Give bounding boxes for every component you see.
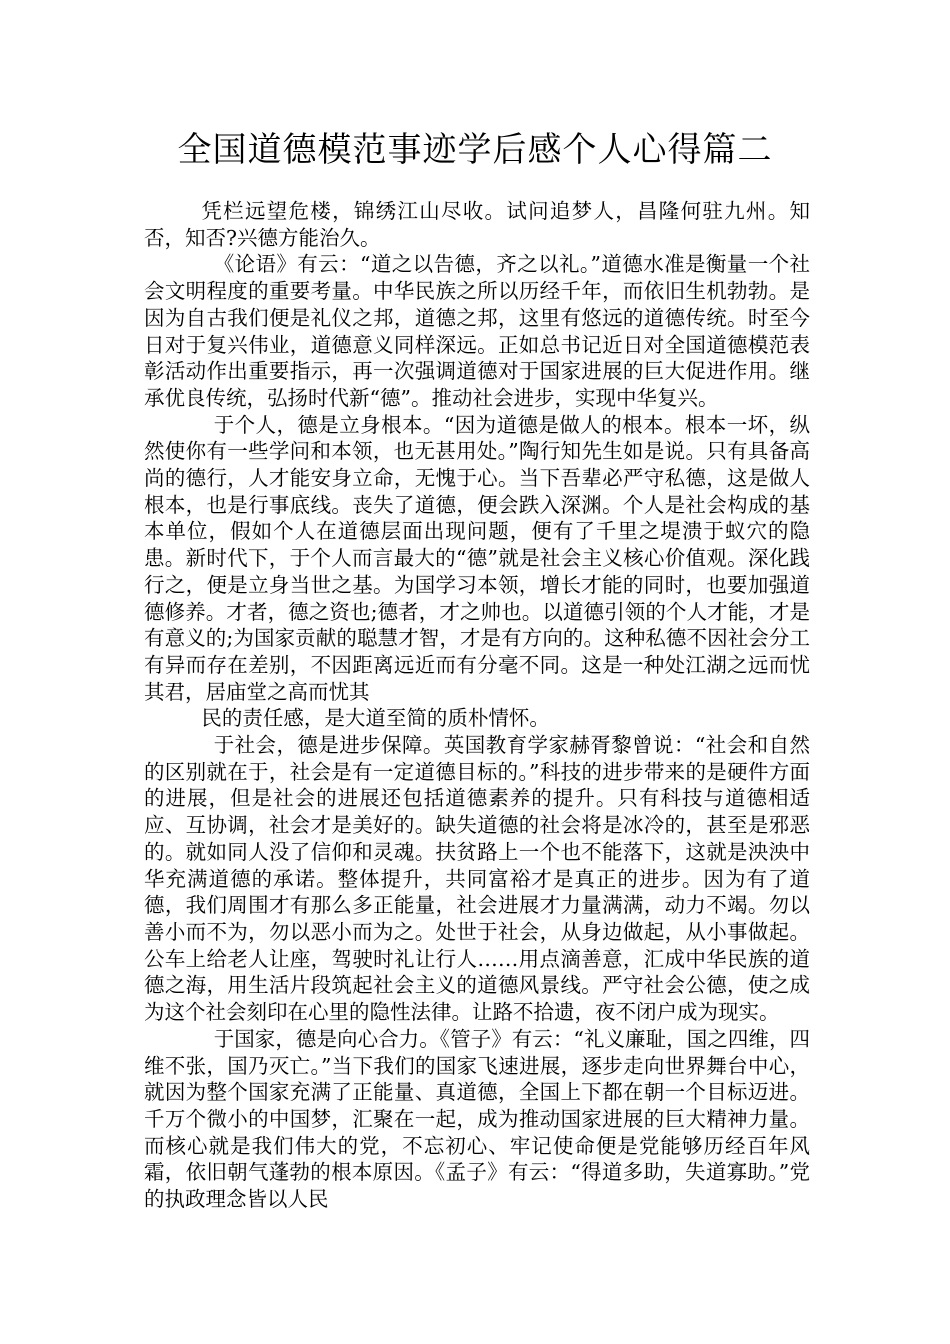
paragraph-society: 于社会，德是进步保障。英国教育学家赫胥黎曾说：“社会和自然的区别就在于，社会是有一定道德目标的。”科技的进步带来的是硬件方面的进展，但是社会的进展还包括道德素养的提升。只有科技与道德相适应、互协调，社会才是美好的。缺失道德的社会将是冰冷的，甚至是邪恶的。就如同人没了信仰和灵魂。扶贫路上一个也不能落下，这就是泱泱中华充满道德的承诺。整体提升，共同富裕才是真正的进步。因为有了道德，我们周围才有那么多正能量，社会进展才力量满满，动力不竭。勿以善小而不为，勿以恶小而为之。处世于社会，从身边做起，从小事做起。公车上给老人让座，驾驶时礼让行人……用点滴善意，汇成中华民族的道德之海，用生活片段筑起社会主义的道德风景线。严守社会公德，使之成为这个社会刻印在心里的隐性法律。让路不拾遗，夜不闭户成为现实。 xyxy=(144,733,810,1025)
paragraph-individual-continued: 民的责任感，是大道至简的质朴情怀。 xyxy=(201,706,550,731)
document-body xyxy=(144,198,810,1213)
paragraph-nation: 于国家，德是向心合力。《管子》有云：“礼义廉耻，国之四维，四维不张，国乃灭亡。”当下我们的国家飞速进展，逐步走向世界舞台中心，就因为整个国家充满了正能量、真道德，全国上下都在朝一个目标迈进。千万个微小的中国梦，汇聚在一起，成为推动国家进展的巨大精神力量。而核心就是我们伟大的党，不忘初心、牢记使命便是党能够历经百年风霜，依旧朝气蓬勃的根本原因。《孟子》有云：“得道多助，失道寡助。”党的执政理念皆以人民 xyxy=(144,1026,810,1212)
paragraph-intro-poem: 凭栏远望危楼，锦绣江山尽收。试问追梦人，昌隆何驻九州。知否，知否?兴德方能治久。 xyxy=(144,199,810,250)
paragraph-individual: 于个人，德是立身根本。“因为道德是做人的根本。根本一坏，纵然使你有一些学问和本领，也无甚用处。”陶行知先生如是说。只有具备高尚的德行，人才能安身立命，无愧于心。当下吾辈必严守私德，这是做人根本，也是行事底线。丧失了道德，便会跌入深渊。个人是社会构成的基本单位，假如个人在道德层面出现问题，便有了千里之堤溃于蚁穴的隐患。新时代下，于个人而言最大的“德”就是社会主义核心价值观。深化践行之，便是立身当世之基。为国学习本领，增长才能的同时，也要加强道德修养。才者，德之资也;德者，才之帅也。以道德引领的个人才能，才是有意义的;为国家贡献的聪慧才智，才是有方向的。这种私德不因社会分工有异而存在差别，不因距离远近而有分毫不同。这是一种处江湖之远而忧其君，居庙堂之高而忧其 xyxy=(144,412,810,704)
document-title: 全国道德模范事迹学后感个人心得篇二 xyxy=(177,130,773,170)
paragraph-lunyu: 《论语》有云：“道之以告德，齐之以礼。”道德水准是衡量一个社会文明程度的重要考量。中华民族之所以历经千年，而依旧生机勃勃。是因为自古我们便是礼仪之邦，道德之邦，这里有悠远的道德传统。时至今日对于复兴伟业，道德意义同样深远。正如总书记近日对全国道德模范表彰活动作出重要指示，再一次强调道德对于国家进展的巨大促进作用。继承优良传统，弘扬时代新“德”。推动社会进步，实现中华复兴。 xyxy=(144,252,810,410)
